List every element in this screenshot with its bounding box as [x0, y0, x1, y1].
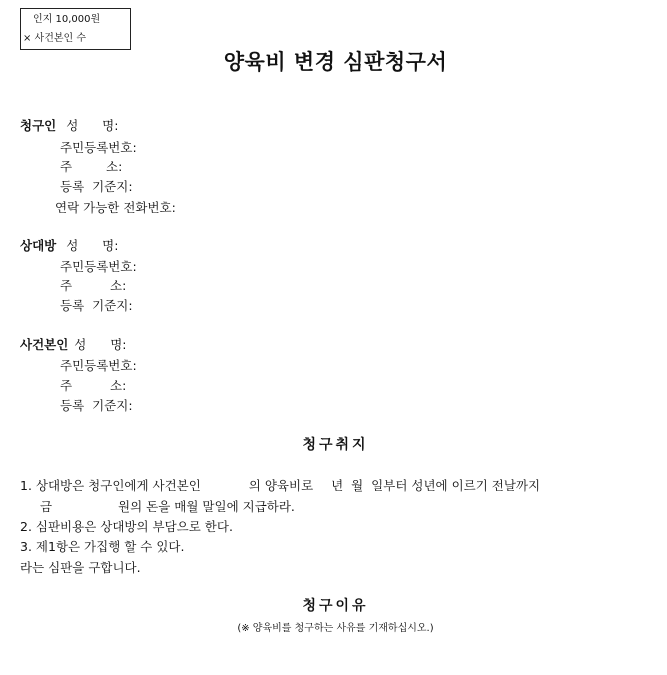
principal-role: 사건본인	[20, 337, 69, 352]
stamp-multiplier: × 사건본인 수	[23, 33, 87, 44]
reason-note: (※ 양육비를 청구하는 사유를 기재하십시오.)	[237, 623, 434, 634]
document-title: 양육비 변경 심판청구서	[223, 50, 448, 74]
reason-heading: 청구이유	[302, 598, 369, 614]
claimant-address-row	[60, 157, 122, 175]
respondent-address-row	[60, 276, 126, 294]
claimant-domicile-label: 등록 기준지:	[60, 179, 133, 194]
purpose-item-2: 2. 심판비용은 상대방의 부담으로 한다.	[20, 519, 233, 534]
respondent-domicile-label: 등록 기준지:	[60, 298, 133, 313]
principal-rrn-label: 주민등록번호:	[60, 358, 137, 373]
principal-address-row	[60, 376, 126, 394]
principal-address-char2: 소:	[110, 378, 127, 393]
claimant-phone-label: 연락 가능한 전화번호:	[55, 200, 176, 215]
claimant-name-row	[20, 116, 118, 134]
purpose-item-1-part-e: 원의 돈을 매월 말일에 지급하라.	[118, 499, 295, 514]
respondent-name-label: 성 명:	[66, 238, 119, 253]
respondent-address-char1: 주	[60, 278, 73, 293]
principal-domicile-label: 등록 기준지:	[60, 398, 133, 413]
purpose-item-1-part-d: 금	[40, 499, 53, 514]
purpose-item-1-part-b: 의 양육비로	[248, 478, 314, 493]
stamp-fee: 인지 10,000원	[33, 14, 101, 25]
purpose-item-1-cont	[40, 497, 295, 515]
purpose-item-1-part-c: 년 월 일부터 성년에 이르기 전날까지	[331, 478, 541, 493]
principal-name-row	[20, 335, 127, 353]
claimant-address-char1: 주	[60, 159, 73, 174]
purpose-item-1	[20, 476, 540, 494]
revenue-stamp-box	[20, 8, 131, 50]
principal-address-char1: 주	[60, 378, 73, 393]
respondent-address-char2: 소:	[110, 278, 127, 293]
respondent-rrn-label: 주민등록번호:	[60, 259, 137, 274]
purpose-closing: 라는 심판을 구합니다.	[20, 560, 141, 575]
claimant-rrn-label: 주민등록번호:	[60, 140, 137, 155]
respondent-role: 상대방	[20, 238, 57, 253]
claimant-role: 청구인	[20, 118, 57, 133]
principal-name-label: 성 명:	[74, 337, 127, 352]
purpose-heading: 청구취지	[302, 437, 369, 453]
purpose-item-1-part-a: 1. 상대방은 청구인에게 사건본인	[20, 478, 201, 493]
respondent-name-row	[20, 236, 118, 254]
claimant-address-char2: 소:	[106, 159, 123, 174]
purpose-item-3: 3. 제1항은 가집행 할 수 있다.	[20, 539, 185, 554]
claimant-name-label: 성 명:	[66, 118, 119, 133]
